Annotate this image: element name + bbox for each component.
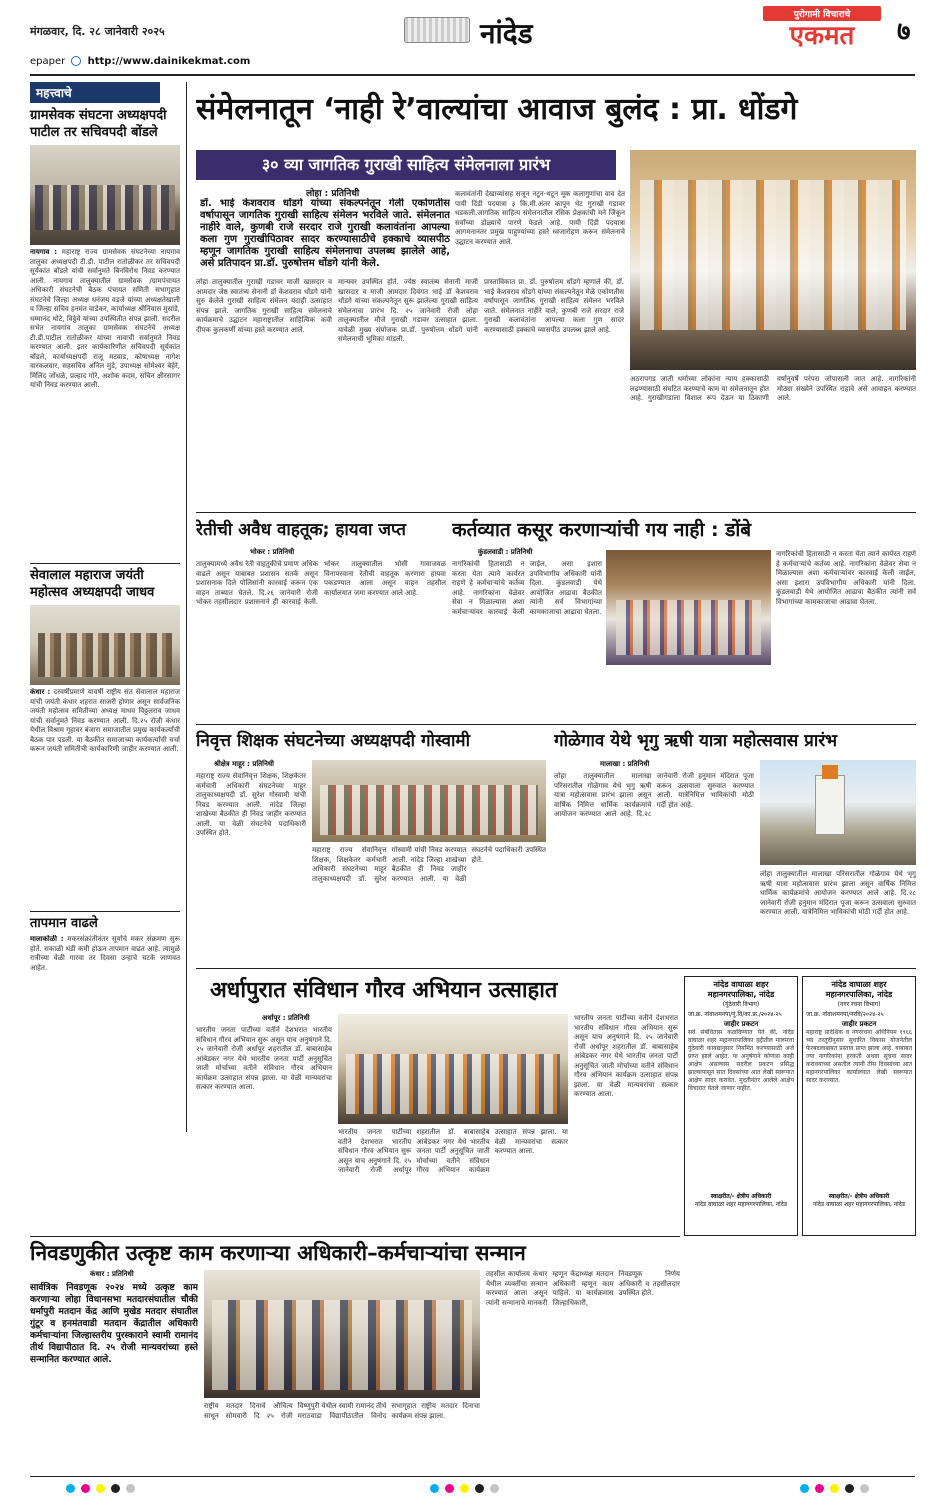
notice-1-signature: स्वाक्षरीत/- क्षेत्रीय अधिकारी [710, 1193, 772, 1200]
story2-headline: सेवालाल महाराज जयंती महोत्सव अध्यक्षपदी जाधव [30, 568, 155, 600]
notice-2-footer: नांदेड वाघाळा शहर महानगरपालिका, नांदेड [812, 1201, 906, 1208]
samvidhan-byline: अर्धापूर : प्रतिनिधी [262, 1014, 310, 1022]
notice-2-dept: (नगर रचना विभाग) [837, 1001, 881, 1008]
black-registration-dot [475, 1484, 484, 1493]
black-registration-dot [845, 1484, 854, 1493]
lead-intro: डॉ. भाई केशवराव धोंडगे यांच्या संकल्पनेतून गेली एकोणतीस वर्षापासून जागतिक गुराखी साहित्य संमेलन भरविले जाते. संमेलनात नाहीरे वाले, कुणबी राजे सरदार राजे गुराखी कलावंतांना आपल्या कला गुण गुराखीपिठावर सादर करण्यासाठीचे हक्काचे व्यासपीठ म्हणून जागतिक गुराखी साहित्य संमेलनाचा उपलब्ध झालेले आहे, असे प्रतिपादन प्रा.डॉ. पुरुषोत्तम धोंडगे यांनी केले. [200, 198, 450, 269]
column-separator [186, 82, 187, 1132]
black-registration-dot [111, 1484, 120, 1493]
samvidhan-body-continued: भारतीय जनता पार्टीच्या वतीने देशभरात भारतीय संविधान गौरव अभियान सुरू असून याच अनुषंगाने दि. २५ जानेवारी रोजी अर्धापूर शहरातील डॉ. बाबासाहेब आंबेडकर नगर येथे भारतीय जनता पार्टी अनुसूचित जाती मोर्चाच्या वतीने संविधान गौरव अभियान कार्यक्रम उत्साहात संपन्न झाला. या वेळी मान्यवरांचा सत्कार करण्यात आला. [338, 1128, 568, 1174]
gholegaon-body: लोहा तालुक्यातील मालाखा परिसरातील गोळेगाव येथे भृगु ऋषी यात्रा महोत्सवास प्रारंभ झाला असून वार्षिक निमित्त धार्मिक कार्यक्रमांचे आयोजन करण्यात आले आहे. दि.२८ जानेवारी रोजी हनुमान मंदिरात पूजा करून उत्सवाला सुरुवात करण्यात आली. यात्रेनिमित्त भाविकांची मोठी गर्दी होत आहे. [554, 772, 754, 818]
magenta-registration-dot [445, 1484, 454, 1493]
yellow-registration-dot [460, 1484, 469, 1493]
registration-marks-left [66, 1484, 135, 1493]
notice-2 [802, 976, 916, 1236]
masthead [0, 0, 945, 78]
lead-photo [630, 150, 916, 370]
cyan-registration-dot [800, 1484, 809, 1493]
brand-name: एकमत [789, 21, 855, 51]
masthead-divider [30, 74, 915, 76]
sand-byline: भोकर : प्रतिनिधी [250, 548, 295, 556]
mid-divider-1 [196, 724, 916, 725]
lead-body-4: प्रास्ताविकात प्रा. डॉ. पुरुषोत्तम धोंडगे म्हणाले की, डॉ. भाई केशवराव धोंडगे यांच्या संकल्पनेतून मेळे एकोणतीस वर्षापासून जागतिक गुराखी साहित्य संमेलन भरविले जाते. संमेलनात नाहीरे वाले, कुणबी राजे सरदार राजे गुराखी कलावंतांना आपल्या कला गुण सादर करण्यासाठी हक्काचे व्यासपीठ उपलब्ध झाले आहे. [484, 278, 624, 334]
gholegaon-headline: गोळेगाव येथे भृगु ऋषी यात्रा महोत्सवास प्रारंभ [554, 731, 838, 751]
story2-dateline: कंधार : [30, 688, 51, 696]
registration-marks-center [430, 1484, 499, 1493]
dobe-body: नागरिकांची हितासाठी न करता येता त्याने कार्यरत राहणे हे कर्मचाऱ्यांचे कर्तव्य आहे. नागरिकांना वेळेवर सेवा न मिळाल्यास अशा कर्मचाऱ्यांवर कारवाई केली जाईल, असा इशारा उपविभागीय अधिकारी यांनी दिला. कुंडलवाडी येथे आयोजित आढावा बैठकीत त्यांनी सर्व विभागांच्या कामकाजाचा आढावा घेतला. [452, 560, 602, 616]
goswami-body-continued: महाराष्ट्र राज्य सेवानिवृत्त शिक्षक, शिक्षकेतर कर्मचारी अधिकारी संघटनेच्या माहूर तालुकाध्यक्षपदी डॉ. सुरेश गोस्वामी यांची निवड करण्यात आली. नांदेड जिल्हा शाखेच्या बैठकीत ही निवड जाहीर करण्यात आली. या वेळी संघटनेचे पदाधिकारी उपस्थित होते. [312, 846, 546, 883]
lead-body-5: अठरापगड जाती धर्माच्या लोकांना न्याय हक्कासाठी लढण्यासाठी संघटित करण्याचे काम या संमेलनातून होत आहे. गुराखीगडाला विशाल रूप देऊन या ठिकाणी वर्षानुवर्षे परंपरा जोपासली जात आहे. नागरिकांनी मोठ्या संख्येने उपस्थित राहावे असे आवाहन करण्यात आले. [630, 375, 916, 402]
lead-headline: संमेलनातून ‘नाही रे’वाल्यांचा आवाज बुलंद : प्रा. धोंडगे [196, 92, 798, 127]
lead-body-1: कलावंतांनी देखाव्यांसह सजून नटून-थटून मूक कलागुणांचा वाव देत पायी दिंडी पदयात्रा ३ कि.मी.अंतर कापून थेट गुराखी गडावर धडकली.जागतिक साहित्य संमेलनातील रसिक प्रेक्षकांची मने जिंकून सर्वांच्या डोळ्याचे पारणे फेडले आहे. पायी दिंडी पदयात्रा आगमनानंतर प्रमुख पाहुण्यांच्या हस्ते ध्वजारोहण करून संमेलनाचे उद्घाटन करण्यात आले. [455, 190, 625, 246]
section-city-title: नांदेड [480, 17, 533, 50]
story1-text: महाराष्ट्र राज्य ग्रामसेवक संघटनेच्या नायगाव तालुका अध्यक्षपदी टी.डी. पाटील रातोळीकर तर सचिवपदी सूर्यकांत बोंडले यांची सर्वानुमते बिनविरोध निवड करण्यात आली. नायगाव तालुक्यातील ग्रामसेवक /ग्रामपंचायत अधिकारी संघटनेची बैठक पंचायत समिती सभागृहात संघटनेचे जिल्हा अध्यक्ष धनंजय वडजे यांच्या अध्यक्षतेखाली व जिल्हा सचिव हनमंत वाडेकर, कार्याध्यक्ष श्रीनिवास मुसांडे, धम्मानंद थोटे, विठ्ठेवे यांच्या उपस्थितीत संपन्न झाली. सदरील सभेत नायगांव तालुका ग्रामसेवक संघटनेचे अध्यक्ष टी.डी.पाटील रातोळीकर यांच्या नावाची सर्वानुमते निवड करण्यात आली. इतर कार्यकारिणीत सचिवपदी सूर्यकांत बोंडले, कार्याध्यक्षपदी राजू मटवाड, कोषाध्यक्ष नागेश वारकलवार, सहसचिव अनिल मुंडे, उपाध्यक्ष सोमेश्वर बेहेरे, मिलिंद जोंधळे, प्रल्हाद गोरे, अशोक कदम, सचिन क्षीरसागर यांची निवड करण्यात आली. [30, 248, 180, 389]
sand-headline: रेतीची अवैध वाहतूक; हायवा जप्त [196, 520, 406, 540]
samvidhan-body: भारतीय जनता पार्टीच्या वतीने देशभरात भारतीय संविधान गौरव अभियान सुरू असून याच अनुषंगाने दि. २५ जानेवारी रोजी अर्धापूर शहरातील डॉ. बाबासाहेब आंबेडकर नगर येथे भारतीय जनता पार्टी अनुसूचित जाती मोर्चाच्या वतीने संविधान गौरव अभियान कार्यक्रम उत्साहात संपन्न झाला. या वेळी मान्यवरांचा सत्कार करण्यात आला. [196, 1026, 332, 1091]
goswami-photo [312, 760, 546, 842]
samvidhan-headline: अर्धापुरात संविधान गौरव अभियान उत्साहात [210, 978, 558, 1003]
grey-registration-dot [860, 1484, 869, 1493]
epaper-label: epaper [30, 56, 66, 67]
dobe-byline: कुंडलवाडी : प्रतिनिधी [478, 548, 533, 556]
election-photo [204, 1270, 480, 1398]
section-tag: महत्त्वाचे [30, 82, 160, 103]
lead-byline: लोहा : प्रतिनिधी [306, 189, 360, 199]
story1-headline: ग्रामसेवक संघटना अध्यक्षपदी पाटील तर सचिवपदी बोंडले [30, 108, 167, 140]
election-body-3: तहसील कार्यालय कंधार येथील व्यक्तींचा सन्मान करण्यात आला असून त्यांनी सन्मानाचे मानकरी म्हणून केंद्राध्यक्ष मतदान अधिकारी म्हणून काम पाहिले. या कार्यक्रमास जिल्हाधिकारी, निवडणूक निर्णय अधिकारी व तहसीलदार उपस्थित होते. [486, 1270, 680, 1307]
dobe-body-continued: नागरिकांची हितासाठी न करता येता त्याने कार्यरत राहणे हे कर्मचाऱ्यांचे कर्तव्य आहे. नागरिकांना वेळेवर सेवा न मिळाल्यास अशा कर्मचाऱ्यांवर कारवाई केली जाईल, असा इशारा उपविभागीय अधिकारी यांनी दिला. कुंडलवाडी येथे आयोजित आढावा बैठकीत त्यांनी सर्व विभागांच्या कामकाजाचा आढावा घेतला. [776, 550, 916, 606]
notice-1-title: नांदेड वाघाळा शहर महानगरपालिका, नांदेड [707, 980, 775, 999]
story1-body [30, 248, 180, 560]
lead-body-3: मान्यवर उपस्थित होते. ज्येष्ठ स्वातंत्र्य सेनानी माजी खासदार व माजी आमदार दिवंगत भाई डॉ केशवराव धोंडगे यांच्या संकल्पनेतून सुरू झालेल्या गुराखी साहित्य संमेलनाचा प्रारंभ दि. २५ जानेवारी रोजी लोहा तालुक्यातील मौजे गुराखी गडावर उत्साहात झाला. यावेळी मुख्य संयोजक प्रा.डॉ. पुरुषोत्तम धोंडगे यांनी संमेलनाची भूमिका मांडली. [338, 278, 478, 343]
yellow-registration-dot [830, 1484, 839, 1493]
election-body-lead: सार्वत्रिक निवडणूक २०२४ मध्ये उत्कृष्ट काम करणाऱ्या लोहा विधानसभा मतदारसंघातील चौकी धर्मापुरी मतदान केंद्र आणि मुखेड मतदार संघातील गुंटूर व हनमंतवाडी मतदान केंद्रातील अधिकारी कर्मचाऱ्यांना जिल्हास्तरीय पुरस्काराने स्वामी रामानंद तीर्थ विद्यापीठात दि. २५ रोजी मान्यवरांच्या हस्ते सन्मानित करण्यात आले. [30, 1283, 198, 1365]
election-body-2: राष्ट्रीय मतदार दिनाचे औचित्य साधून सोमवारी दि २५ रोजी विष्णुपुरी येथील स्वामी रामानंद तीर्थ मराठवाडा विद्यापीठातील विनोद सभागृहात राष्ट्रीय मतदार दिनाचा कार्यक्रम संपन्न झाला. [204, 1402, 480, 1420]
story3-text: मकरसंक्रांतीनंतर सूर्याचे मकर संक्रमण सुरू होते. सकाळी थंडी कमी होऊन तापमान वाढत आहे. त्यामुळे रात्रीच्या वेळी गारवा तर दिवसा उन्हाचे चटके जाणवत आहेत. [30, 935, 180, 972]
story2-photo [30, 605, 180, 685]
gholegaon-body-continued: लोहा तालुक्यातील मालाखा परिसरातील गोळेगाव येथे भृगु ऋषी यात्रा महोत्सवास प्रारंभ झाला असून वार्षिक निमित्त धार्मिक कार्यक्रमांचे आयोजन करण्यात आले आहे. दि.२८ जानेवारी रोजी हनुमान मंदिरात पूजा करून उत्सवाला सुरुवात करण्यात आली. यात्रेनिमित्त भाविकांची मोठी गर्दी होत आहे. [760, 870, 916, 916]
dobe-photo [606, 550, 771, 665]
magenta-registration-dot [815, 1484, 824, 1493]
gholegaon-photo [760, 760, 916, 865]
notice-2-title: नांदेड वाघाळा शहर महानगरपालिका, नांदेड [825, 980, 893, 999]
notice-2-signature: स्वाक्षरीत/- क्षेत्रीय अधिकारी [828, 1193, 890, 1200]
notice-2-body: महाराष्ट्र प्रादेशिक व नगररचना अधिनियम १९६६ च्या तरतुदीनुसार सुधारित विकास योजनेतील फेरबदलाबाबत प्रस्ताव प्राप्त झाला आहे. याबाबत ज्या नागरिकांना हरकती अथवा सूचना सादर करावयाच्या असतील त्यांनी तीस दिवसांच्या आत महानगरपालिका कार्यालयात लेखी स्वरूपात सादर कराव्यात. [806, 1029, 912, 1084]
gholegaon-byline: मालाखा : प्रतिनिधी [600, 760, 650, 768]
bottom-divider [30, 1476, 915, 1477]
lead-divider [196, 512, 916, 513]
magenta-registration-dot [81, 1484, 90, 1493]
goswami-body: महाराष्ट्र राज्य सेवानिवृत्त शिक्षक, शिक्षकेतर कर्मचारी अधिकारी संघटनेच्या माहूर तालुकाध्यक्षपदी डॉ. सुरेश गोस्वामी यांची निवड करण्यात आली. नांदेड जिल्हा शाखेच्या बैठकीत ही निवड जाहीर करण्यात आली. या वेळी संघटनेचे पदाधिकारी उपस्थित होते. [196, 772, 306, 837]
masthead-emblem [404, 17, 470, 43]
samvidhan-photo [338, 1014, 568, 1124]
epaper-bar [30, 56, 250, 67]
grey-registration-dot [126, 1484, 135, 1493]
dobe-headline: कर्तव्यात कसूर करणाऱ्यांची गय नाही : डोंबे [452, 519, 752, 541]
notice-1-dept: (गुंठेवारी विभाग) [722, 1001, 760, 1008]
story3-dateline: मालाकोळी : [30, 935, 64, 943]
story3-body [30, 935, 180, 1025]
story1-dateline: नायगाव : [30, 248, 58, 256]
brand-tagline: पुरोगामी विचाराचे [763, 6, 881, 21]
notice-2-ref: जा.क्र. नांवाशमनपा/नरवि/२०२४-२५ [806, 1011, 884, 1018]
registration-marks-right [800, 1484, 869, 1493]
story2-body [30, 688, 180, 908]
left-column [30, 82, 180, 1132]
notice-2-subject: जाहीर प्रकटन [841, 1020, 877, 1028]
brand-logo [763, 6, 881, 56]
notice-1-subject: जाहीर प्रकटन [723, 1020, 759, 1028]
notice-1-ref: जा.क्र. नांवाशमनपा/गुं.वि/का.फ्र./२०२४-२५ [688, 1011, 782, 1018]
mid-divider-2 [196, 968, 916, 969]
globe-icon [71, 56, 81, 66]
sand-body: तालुक्यामध्ये अवैध रेती वाहतुकीचे प्रमाण अधिक वाढले असून याबाबत प्रशासन सतर्क असून प्रशासनाक दिले पोलिसांनी कारवाई करून एक वाहन ताब्यात घेतले. दि.२६ जानेवारी रोजी भोकर तहसीलदार प्रशासनाने ही कारवाई केली. भोकर तालुक्यातील भोसी गावाजवळ विनापरवाना रेतीची वाहतूक करणारा हायवा पकडण्यात आला असून वाहन तहसील कार्यालयात जमा करण्यात आले आहे. [196, 560, 446, 606]
lead-body-2: लोहा तालुक्यातील गुराखी गडावर माजी खासदार व आमदार जेष्ठ स्वातंत्र्य सेनानी डॉ केशवराव धोंडगे यांनी सुरु केलेले गुराखी साहित्य संमेलन यंदाही उत्साहात संपन्न झाले. जागतिक गुराखी साहित्य संमेलनाचे कार्यक्रमाचे उद्घाटन महाराष्ट्रातील साहित्यिक कवी दीपक कुलकर्णी यांच्या हस्ते करण्यात आले. [196, 278, 332, 334]
cyan-registration-dot [430, 1484, 439, 1493]
left-divider-1 [30, 563, 180, 564]
cyan-registration-dot [66, 1484, 75, 1493]
story2-text: दरवर्षीप्रमाणे यावर्षी राष्ट्रीय संत सेवालाल महाराज यांची जयंती कंधार शहरात साजरी होणार असून सार्वजनिक जयंती महोत्सव समितीच्या अध्यक्ष माधव विठ्ठलराव जाधव यांची सर्वानुमते निवड करण्यात आली. दि.२५ रोजी कंधार येथील विश्राम गृहावर बंजारा समाजातील प्रमुख कार्यकर्त्यांची बैठक पार पडली. या बैठकीत समाजाच्या कार्यकर्त्यांची चर्चा करून जयंती समितीची कार्यकारिणी जाहीर करण्यात आली. [30, 688, 180, 753]
samvidhan-body-right: भारतीय जनता पार्टीच्या वतीने देशभरात भारतीय संविधान गौरव अभियान सुरू असून याच अनुषंगाने दि. २५ जानेवारी रोजी अर्धापूर शहरातील डॉ. बाबासाहेब आंबेडकर नगर येथे भारतीय जनता पार्टी अनुसूचित जाती मोर्चाच्या वतीने संविधान गौरव अभियान कार्यक्रम उत्साहात संपन्न झाला. या वेळी मान्यवरांचा सत्कार करण्यात आला. [574, 1014, 678, 1098]
yellow-registration-dot [96, 1484, 105, 1493]
election-headline: निवडणुकीत उत्कृष्ट काम करणाऱ्या अधिकारी–कर्मचाऱ्यांचा सन्मान [30, 1241, 526, 1265]
election-byline: कंधार : प्रतिनिधी [90, 1270, 134, 1278]
website-link[interactable]: http://www.dainikekmat.com [87, 56, 251, 67]
notice-1-footer: नांदेड वाघाळा शहर महानगरपालिका, नांदेड [694, 1201, 788, 1208]
mid-divider-3 [30, 1236, 680, 1237]
notice-1 [684, 976, 798, 1236]
goswami-headline: निवृत्त शिक्षक संघटनेच्या अध्यक्षपदी गोस्वामी [196, 731, 470, 751]
left-divider-2 [30, 911, 180, 912]
issue-date: मंगळवार, दि. २८ जानेवारी २०२५ [30, 25, 165, 38]
story3-headline: तापमान वाढले [30, 916, 98, 931]
notice-1-body: सर्व संबंधितास कळविण्यात येते की, नांदेड वाघाळा शहर महानगरपालिका हद्दीतील मालमत्ता गुंठेवारी कायद्यानुसार नियमित करण्यासाठी अर्ज प्राप्त झाले आहेत. या अनुषंगाने कोणास काही आक्षेप असल्यास सदरील प्रकटन प्रसिद्ध झाल्यापासून सात दिवसांच्या आत लेखी स्वरूपात आक्षेप सादर करावेत. मुदतीनंतर आलेले आक्षेप विचारात घेतले जाणार नाहीत. [688, 1029, 794, 1092]
lead-subheadline: ३० व्या जागतिक गुराखी साहित्य संमेलनाला प्रारंभ [196, 150, 616, 180]
goswami-byline: श्रीक्षेत्र माहूर : प्रतिनिधी [214, 760, 274, 768]
grey-registration-dot [490, 1484, 499, 1493]
story1-photo [30, 145, 180, 245]
page-number: ७ [897, 17, 911, 47]
